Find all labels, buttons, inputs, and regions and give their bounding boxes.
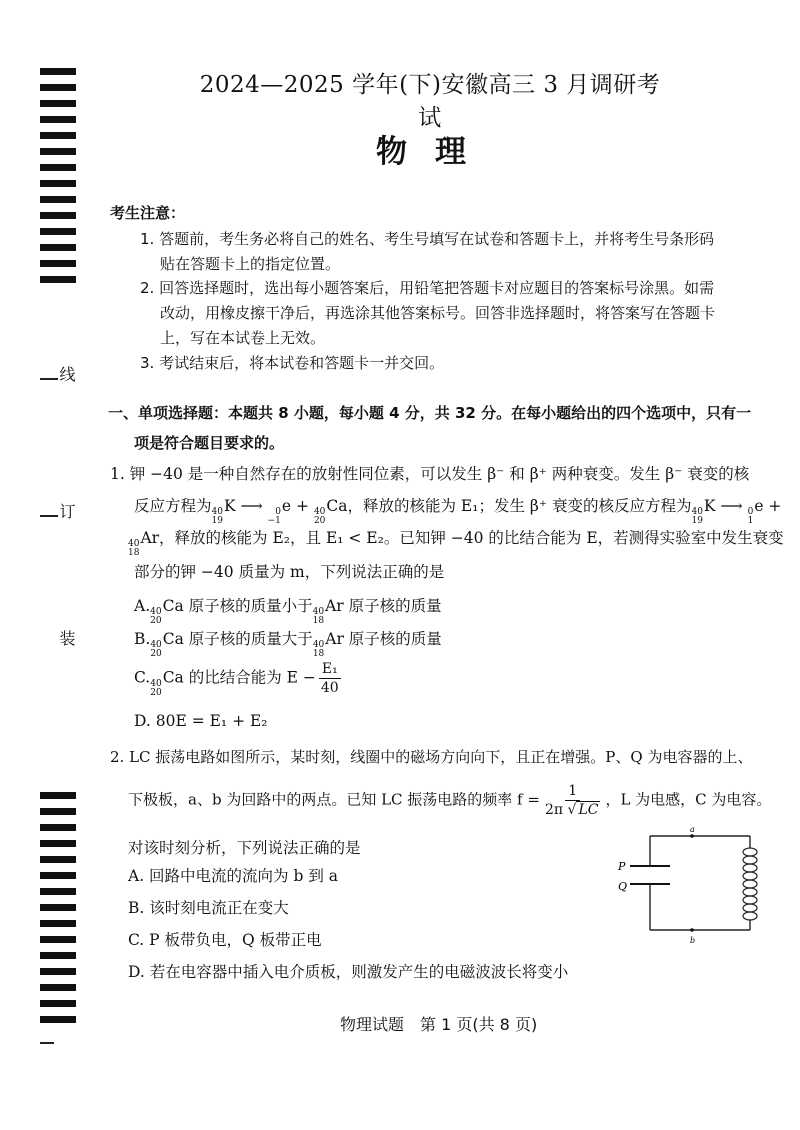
strip-bar bbox=[40, 116, 76, 123]
strip-bar bbox=[40, 276, 76, 283]
strip-bar bbox=[40, 792, 76, 799]
mass-number: 0 bbox=[275, 507, 281, 517]
fraction-denominator: 40 bbox=[320, 680, 339, 696]
q2-stem-line: 对该时刻分析，下列说法正确的是 bbox=[128, 839, 361, 857]
notice-line: 3. 考试结束后，将本试卷和答题卡一并交回。 bbox=[140, 354, 445, 372]
nuclide-Ca bbox=[150, 680, 161, 698]
atomic-number: −1 bbox=[267, 516, 281, 526]
lc-circuit-diagram bbox=[612, 822, 772, 947]
q1-text: K ⟶ bbox=[703, 497, 743, 515]
option-text: Ar 原子核的质量 bbox=[325, 630, 442, 648]
q2-option-c: C. P 板带负电，Q 板带正电 bbox=[128, 931, 322, 949]
fraction bbox=[318, 660, 342, 697]
strip-bar bbox=[40, 1016, 76, 1023]
strip-bar bbox=[40, 244, 76, 251]
strip-bar bbox=[40, 824, 76, 831]
mass-number: 0 bbox=[747, 507, 754, 517]
strip-label-ding: 订 bbox=[57, 503, 76, 519]
notice-line: 贴在答题卡上的指定位置。 bbox=[160, 255, 341, 273]
strip-bar bbox=[40, 196, 76, 203]
nuclide-Ar bbox=[128, 540, 139, 558]
nuclide-Ca bbox=[314, 508, 325, 526]
option-text: Ar 原子核的质量 bbox=[325, 597, 442, 615]
option-letter: B. bbox=[134, 630, 151, 648]
q2-option-b: B. 该时刻电流正在变大 bbox=[128, 899, 289, 917]
q1-text: K ⟶ bbox=[223, 497, 263, 515]
strip-bar bbox=[40, 888, 76, 895]
point-b bbox=[690, 928, 694, 932]
strip-bar bbox=[40, 968, 76, 975]
mass-number: 40 bbox=[691, 507, 703, 517]
point-a bbox=[690, 834, 694, 838]
nuclide-e-plus bbox=[748, 508, 754, 526]
atomic-number: 18 bbox=[128, 548, 140, 558]
notice-line: 1. 答题前，考生务必将自己的姓名、考生号填写在试卷和答题卡上，并将考生号条形码 bbox=[140, 230, 715, 248]
q2-stem-line bbox=[128, 782, 771, 819]
notice-heading: 考生注意： bbox=[110, 204, 186, 222]
strip-label-zhuang: 装 bbox=[57, 630, 76, 646]
strip-bar bbox=[40, 260, 76, 267]
mass-number: 40 bbox=[313, 507, 326, 517]
strip-bar bbox=[40, 840, 76, 847]
strip-bar bbox=[40, 808, 76, 815]
subject-title: 物理 bbox=[376, 134, 494, 170]
strip-bar bbox=[40, 180, 76, 187]
q1-option-c bbox=[134, 660, 344, 698]
strip-bar bbox=[40, 148, 76, 155]
q2-text: ，L 为电感，C 为电容。 bbox=[605, 790, 772, 809]
strip-bar bbox=[40, 1000, 76, 1007]
q1-option-a bbox=[134, 594, 442, 626]
mass-number: 40 bbox=[150, 678, 162, 689]
fraction-denominator: 2π √ LC bbox=[544, 802, 599, 818]
option-letter: C. bbox=[134, 668, 151, 687]
strip-bar bbox=[40, 904, 76, 911]
mass-number: 40 bbox=[312, 640, 325, 650]
label-a: a bbox=[690, 825, 695, 834]
strip-bar bbox=[40, 100, 76, 107]
q1-text: e + bbox=[281, 497, 310, 515]
two-pi: 2π bbox=[544, 802, 564, 818]
notice-line: 2. 回答选择题时，选出每小题答案后，用铅笔把答题卡对应题目的答案标号涂黑。如需 bbox=[140, 279, 715, 297]
strip-bar bbox=[40, 984, 76, 991]
q1-option-b bbox=[134, 627, 442, 659]
nuclide-Ca bbox=[150, 608, 161, 626]
q1-text: e + bbox=[754, 497, 782, 515]
q2-option-a: A. 回路中电流的流向为 b 到 a bbox=[128, 867, 338, 885]
strip-tick bbox=[40, 1042, 54, 1044]
mass-number: 40 bbox=[128, 539, 140, 549]
section-heading: 一、单项选择题：本题共 8 小题，每小题 4 分，共 32 分。在每小题给出的四个选项中，只有一 bbox=[108, 404, 752, 422]
atomic-number: 20 bbox=[150, 616, 162, 626]
nuclide-Ca bbox=[150, 641, 161, 659]
option-text: Ca 原子核的质量小于 bbox=[162, 597, 313, 615]
binding-strip bbox=[0, 0, 95, 1130]
q1-stem-line bbox=[128, 526, 784, 558]
label-q: Q bbox=[618, 880, 628, 893]
nuclide-Ar bbox=[313, 641, 324, 659]
section-heading-cont: 项是符合题目要求的。 bbox=[134, 434, 285, 452]
mass-number: 40 bbox=[150, 640, 162, 650]
label-b: b bbox=[690, 936, 696, 945]
atomic-number: 18 bbox=[312, 649, 325, 659]
nuclide-K bbox=[212, 508, 223, 526]
atomic-number: 19 bbox=[211, 516, 223, 526]
exam-title: 2024—2025 学年(下)安徽高三 3 月调研考试 bbox=[199, 72, 661, 131]
q1-option-d: D. 80E = E₁ + E₂ bbox=[134, 712, 268, 730]
q1-stem-line: 1. 钾 −40 是一种自然存在的放射性同位素，可以发生 β⁻ 和 β⁺ 两种衰变。发生 β⁻ 衰变的核 bbox=[110, 465, 750, 483]
q1-text: Ar，释放的核能为 E₂，且 E₁ < E₂。已知钾 −40 的比结合能为 E，若测得实验室中发生衰变 bbox=[140, 529, 784, 547]
q2-option-d: D. 若在电容器中插入电介质板，则激发产生的电磁波波长将变小 bbox=[128, 963, 569, 981]
atomic-number: 20 bbox=[150, 649, 162, 659]
nuclide-e-minus bbox=[268, 508, 281, 526]
strip-bar bbox=[40, 920, 76, 927]
fraction-numerator: E₁ bbox=[319, 660, 341, 679]
strip-bar bbox=[40, 872, 76, 879]
q1-text: 反应方程为 bbox=[134, 497, 212, 515]
mass-number: 40 bbox=[150, 607, 162, 617]
q1-text: Ca，释放的核能为 E₁；发生 β⁺ 衰变的核反应方程为 bbox=[326, 497, 692, 515]
strip-bar bbox=[40, 228, 76, 235]
q1-stem-line: 部分的钾 −40 质量为 m，下列说法正确的是 bbox=[134, 563, 445, 581]
mass-number: 40 bbox=[211, 507, 223, 517]
q2-stem-line: 2. LC 振荡电路如图所示，某时刻，线圈中的磁场方向向下，且正在增强。P、Q 为电容器的上、 bbox=[110, 748, 753, 766]
q2-text: 下极板，a、b 为回路中的两点。已知 LC 振荡电路的频率 f = bbox=[128, 790, 540, 809]
sqrt-lc: LC bbox=[578, 802, 599, 818]
page-footer: 物理试题 第 1 页(共 8 页) bbox=[340, 1015, 538, 1034]
notice-line: 改动，用橡皮擦干净后，再选涂其他答案标号。回答非选择题时，将答案写在答题卡 bbox=[160, 304, 716, 322]
nuclide-Ar bbox=[313, 608, 324, 626]
nuclide-K bbox=[691, 508, 702, 526]
strip-bar bbox=[40, 84, 76, 91]
atomic-number: 20 bbox=[313, 516, 326, 526]
strip-bar bbox=[40, 856, 76, 863]
strip-bar bbox=[40, 952, 76, 959]
atomic-number: 20 bbox=[150, 687, 162, 698]
notice-line: 上，写在本试卷上无效。 bbox=[160, 329, 326, 347]
atomic-number: 1 bbox=[747, 516, 754, 526]
inductor-coil bbox=[743, 848, 757, 920]
strip-label-xian: 线 bbox=[57, 366, 76, 382]
fraction-numerator: 1 bbox=[565, 782, 580, 801]
strip-bar bbox=[40, 212, 76, 219]
label-p: P bbox=[618, 860, 626, 873]
option-letter: A. bbox=[134, 597, 151, 615]
frequency-fraction bbox=[542, 782, 604, 819]
atomic-number: 18 bbox=[312, 616, 325, 626]
option-text: Ca 原子核的质量大于 bbox=[162, 630, 313, 648]
option-text: Ca 的比结合能为 E − bbox=[162, 668, 316, 687]
q1-stem-line bbox=[134, 494, 781, 526]
strip-bar bbox=[40, 68, 76, 75]
mass-number: 40 bbox=[312, 607, 325, 617]
strip-bar bbox=[40, 164, 76, 171]
atomic-number: 19 bbox=[691, 516, 703, 526]
strip-bar bbox=[40, 936, 76, 943]
strip-bar bbox=[40, 132, 76, 139]
